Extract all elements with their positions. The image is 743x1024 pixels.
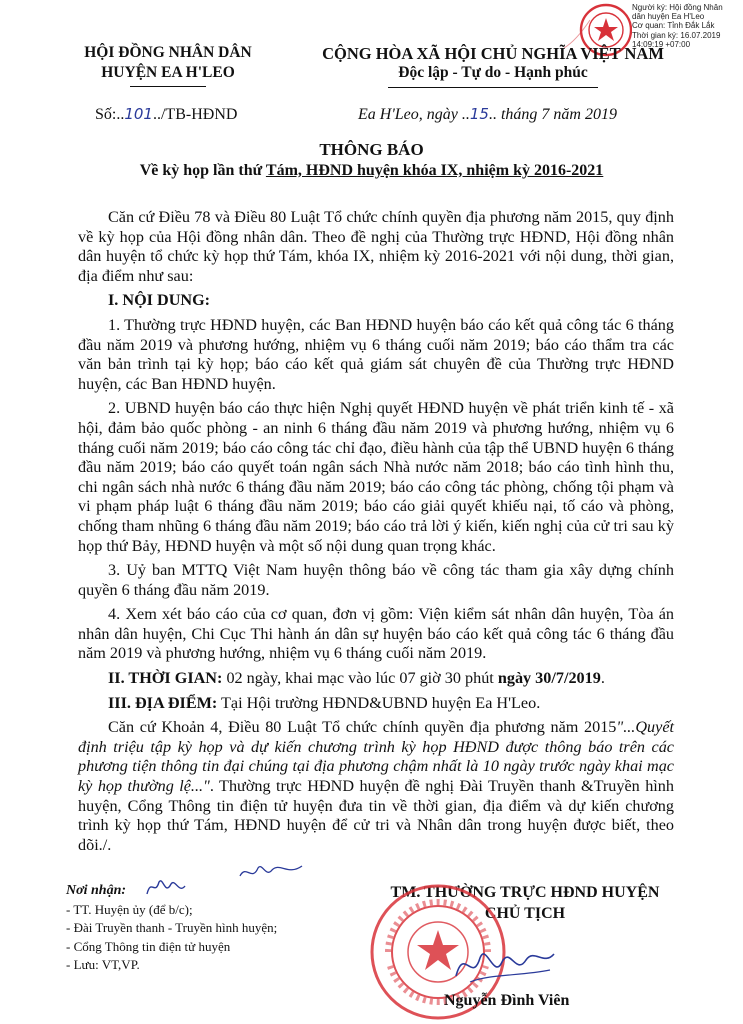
intro-paragraph: Căn cứ Điều 78 và Điều 80 Luật Tổ chức chính quyền địa phương năm 2015, quy định về kỳ họp của Hội đồng nhân dân. Theo đề nghị của Thường trực HĐND, Hội đồng nhân dân huyện tổ chức kỳ họp thứ Tám, khóa IX, nhiệm kỳ 2016-2021 với nội dung, thời gian, địa điểm như sau: <box>78 208 674 285</box>
digital-signature-line: Người ký: Hội đồng Nhân <box>632 3 723 12</box>
date-day: 15 <box>469 105 489 123</box>
section-heading-time: II. THỜI GIAN: <box>108 669 223 688</box>
initials-signature-icon <box>236 858 306 884</box>
org-name-line2: HUYỆN EA H'LEO <box>101 64 235 81</box>
org-name-line1: HỘI ĐỒNG NHÂN DÂN <box>84 44 252 61</box>
time-date: ngày 30/7/2019 <box>497 669 601 688</box>
motto-divider <box>388 87 598 88</box>
time-text: 02 ngày, khai mạc vào lúc 07 giờ 30 phút <box>222 669 498 688</box>
place-text: Tại Hội trường HĐND&UBND huyện Ea H'Leo. <box>217 693 541 712</box>
time-end: . <box>600 669 605 688</box>
date-prefix: Ea H'Leo, ngày <box>358 106 458 123</box>
closing-text-a: Căn cứ Khoản 4, Điều 80 Luật Tổ chức chính quyền địa phương năm 2015 <box>108 718 617 737</box>
closing-quote: "...Quyết định triệu tập kỳ họp và dự kiến chương trình kỳ họp HĐND được thông báo trên các phương tiện thông tin đại chúng tại địa phương chậm nhất là 10 ngày trước ngày khai mạc kỳ họp thường lệ..." <box>78 718 674 796</box>
time-paragraph <box>78 669 674 689</box>
recipient-item: - Cổng Thông tin điện tử huyện <box>66 938 231 954</box>
national-motto: Độc lập - Tự do - Hạnh phúc <box>398 64 588 81</box>
recipients-label: Nơi nhận: <box>66 883 127 898</box>
national-title: CỘNG HÒA XÃ HỘI CHỦ NGHĨA VIỆT NAM <box>322 44 664 63</box>
signer-name: Nguyễn Đình Viên <box>444 992 570 1009</box>
section-heading-place: III. ĐỊA ĐIỂM: <box>108 693 218 712</box>
org-divider <box>130 86 206 87</box>
recipient-item: - TT. Huyện ủy (để b/c); <box>66 901 193 917</box>
date-suffix: tháng 7 năm 2019 <box>500 106 617 123</box>
digital-signature-line: 14:09:19 +07:00 <box>632 39 691 49</box>
handwritten-signature-icon <box>450 936 560 992</box>
closing-paragraph <box>78 718 674 855</box>
content-item-2: 2. UBND huyện báo cáo thực hiện Nghị quyết HĐND huyện về phát triển kinh tế - xã hội, đảm bảo quốc phòng - an ninh 6 tháng đầu năm 2019 và phương hướng, nhiệm vụ 6 tháng cuối năm 2019; báo cáo công tác chỉ đạo, điều hành của tập thể UBND huyện 6 tháng đầu năm 2019; báo cáo quyết toán ngân sách Nhà nước năm 2018; báo cáo tình hình thu, chi ngân sách nhà nước 6 tháng đầu năm 2019; báo cáo công tác phòng, chống tội phạm và vi phạm pháp luật 6 tháng đầu năm 2019; báo cáo giải quyết khiếu nại, tố cáo và phòng, chống tham nhũng 6 tháng đầu năm 2019; báo cáo trả lời ý kiến, kiến nghị của cử tri sau kỳ họp thứ Bảy, HĐND huyện và một số nội dung quan trọng khác. <box>78 399 674 555</box>
closing-text-b: . Thường trực HĐND huyện đề nghị Đài Truyền thanh &Truyền hình huyện, Cổng Thông tin điện tử huyện đưa tin về thời gian, địa điểm và dự kiến chương trình kỳ họp thứ Tám, HĐND huyện để cử tri và Nhân dân trong huyện được biết, theo dõi./. <box>78 777 674 854</box>
recipient-item: - Lưu: VT,VP. <box>66 957 140 972</box>
digital-signature-line: Cơ quan: Tỉnh Đắk Lắk <box>632 21 715 31</box>
document-subtitle <box>0 162 743 180</box>
document-number-value: 101 <box>124 105 153 123</box>
digital-signature-info <box>632 3 740 49</box>
document-body <box>78 208 674 860</box>
recipient-item: - Đài Truyền thanh - Truyền hình huyện; <box>66 920 278 935</box>
section-heading-content: I. NỘI DUNG: <box>108 291 211 310</box>
signer-title: TM. THƯỜNG TRỰC HĐND HUYỆN <box>390 884 660 901</box>
digital-signature-line: dân huyện Ea H'Leo <box>632 12 705 22</box>
content-item-1: 1. Thường trực HĐND huyện, các Ban HĐND huyện báo cáo kết quả công tác 6 tháng đầu năm 2019 và phương hướng, nhiệm vụ 6 tháng cuối năm 2019; báo cáo thẩm tra các văn bản trình tại kỳ họp; báo cáo kết quả giám sát chuyên đề của Thường trực HĐND huyện, các Ban HĐND huyện. <box>78 315 674 393</box>
document-number-suffix: /TB-HĐND <box>160 106 238 123</box>
subtitle-part2: Tám, HĐND huyện khóa IX, nhiệm kỳ 2016-2021 <box>265 162 604 179</box>
signer-position: CHỦ TỊCH <box>484 905 566 922</box>
document-title: THÔNG BÁO <box>319 140 424 159</box>
document-date: Ea H'Leo, ngày ..15.. tháng 7 năm 2019 <box>358 105 617 123</box>
document-number-prefix: Số: <box>95 106 117 123</box>
document-number: Số:..101../TB-HĐND <box>95 105 238 123</box>
subtitle-part1: Về kỳ họp lần thứ <box>139 162 266 179</box>
content-item-3: 3. Uỷ ban MTTQ Việt Nam huyện thông báo về công tác tham gia xây dựng chính quyền 6 tháng đầu năm 2019. <box>78 561 674 599</box>
place-paragraph <box>78 694 674 714</box>
content-item-4: 4. Xem xét báo cáo của cơ quan, đơn vị gồm: Viện kiểm sát nhân dân huyện, Tòa án nhân dân huyện, Chi Cục Thi hành án dân sự huyện báo cáo kết quả công tác 6 tháng đầu năm 2019 và phương hướng, nhiệm vụ 6 tháng cuối năm 2019. <box>78 605 674 663</box>
digital-signature-line: Thời gian ký: 16.07.2019 <box>632 30 721 40</box>
recipients-initials-icon <box>143 874 213 900</box>
